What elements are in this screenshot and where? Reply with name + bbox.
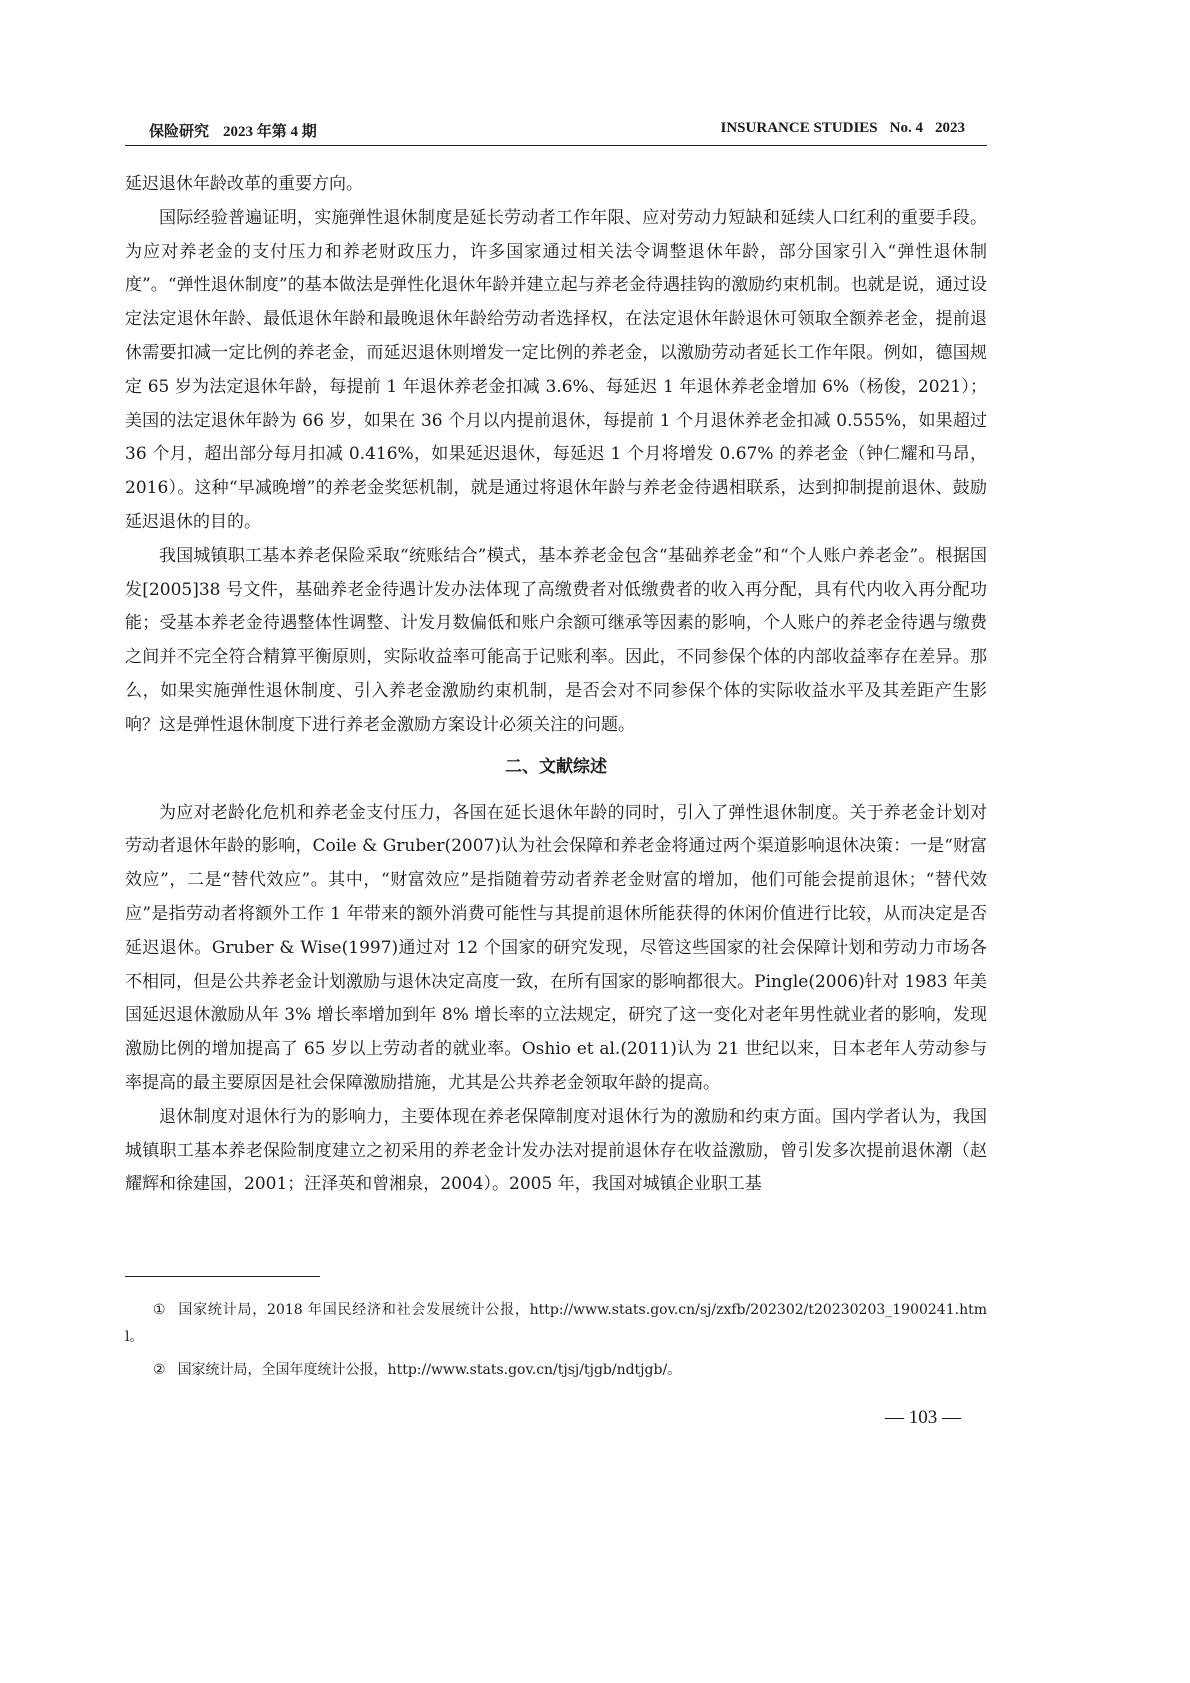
footnote-marker: ② [153, 1362, 166, 1378]
footnote-text: 国家统计局，2018 年国民经济和社会发展统计公报，http://www.stats.gov.cn/sj/zxfb/202302/t20230203_1900241.html。 [125, 1302, 987, 1345]
section-heading: 二、文献综述 [505, 756, 607, 777]
journal-name-en: INSURANCE STUDIES [720, 120, 878, 136]
issue-cn: 2023 年第 4 期 [223, 124, 317, 140]
paragraph: 国际经验普遍证明，实施弹性退休制度是延长劳动者工作年限、应对劳动力短缺和延续人口红利的重要手段。为应对养老金的支付压力和养老财政压力，许多国家通过相关法令调整退休年龄，部分国家引入“弹性退休制度”。“弹性退休制度”的基本做法是弹性化退休年龄并建立起与养老金待遇挂钩的激励约束机制。也就是说，通过设定法定退休年龄、最低退休年龄和最晚退休年龄给劳动者选择权，在法定退休年龄退休可领取全额养老金，提前退休需要扣减一定比例的养老金，而延迟退休则增发一定比例的养老金，以激励劳动者延长工作年限。例如，德国规定 65 岁为法定退休年龄，每提前 1 年退休养老金扣减 3.6%、每延迟 1 年退休养老金增加 6%（杨俊，2021）；美国的法定退休年龄为 66 岁，如果在 36 个月以内提前退休，每提前 1 个月退休养老金扣减 0.555%，如果超过 36 个月，超出部分每月扣减 0.416%，如果延迟退休，每延迟 1 个月将增发 0.67% 的养老金（钟仁耀和马昂，2016）。这种“早减晚增”的养老金奖惩机制，就是通过将退休年龄与养老金待遇相联系，达到抑制提前退休、鼓励延迟退休的目的。 [125, 207, 987, 532]
footnote-marker: ① [153, 1302, 167, 1318]
paragraph: 我国城镇职工基本养老保险采取“统账结合”模式，基本养老金包含“基础养老金”和“个人账户养老金”。根据国发[2005]38 号文件，基础养老金待遇计发办法体现了高缴费者对低缴费者的收入再分配，具有代内收入再分配功能；受基本养老金待遇整体性调整、计发月数偏低和账户余额可继承等因素的影响，个人账户的养老金待遇与缴费之间并不完全符合精算平衡原则，实际收益率可能高于记账利率。因此，不同参保个体的内部收益率存在差异。那么，如果实施弹性退休制度、引入养老金激励约束机制，是否会对不同参保个体的实际收益水平及其差距产生影响？这是弹性退休制度下进行养老金激励方案设计必须关注的问题。 [125, 545, 987, 735]
footnotes [125, 1297, 987, 1390]
issue-number-en: No. 4 [889, 120, 923, 136]
running-header [125, 117, 987, 146]
paragraph: 退休制度对退休行为的影响力，主要体现在养老保障制度对退休行为的激励和约束方面。国内学者认为，我国城镇职工基本养老保险制度建立之初采用的养老金计发办法对提前退休存在收益激励，曾引发多次提前退休潮（赵耀辉和徐建国，2001；汪泽英和曾湘泉，2004）。2005 年，我国对城镇企业职工基 [125, 1106, 987, 1195]
paragraph: 为应对老龄化危机和养老金支付压力，各国在延长退休年龄的同时，引入了弹性退休制度。关于养老金计划对劳动者退休年龄的影响，Coile & Gruber(2007)认为社会保障和养老金将通过两个渠道影响退休决策：一是“财富效应”，二是“替代效应”。其中，“财富效应”是指随着劳动者养老金财富的增加，他们可能会提前退休；“替代效应”是指劳动者将额外工作 1 年带来的额外消费可能性与其提前退休所能获得的休闲价值进行比较，从而决定是否延迟退休。Gruber & Wise(1997)通过对 12 个国家的研究发现，尽管这些国家的社会保障计划和劳动力市场各不相同，但是公共养老金计划激励与退休决定高度一致，在所有国家的影响都很大。Pingle(2006)针对 1983 年美国延迟退休激励从年 3% 增长率增加到年 8% 增长率的立法规定，研究了这一变化对老年男性就业者的影响，发现激励比例的增加提高了 65 岁以上劳动者的就业率。Oshio et al.(2011)认为 21 世纪以来，日本老年人劳动参与率提高的最主要原因是社会保障激励措施，尤其是公共养老金领取年龄的提高。 [125, 802, 987, 1093]
footnote-text: 国家统计局，全国年度统计公报，http://www.stats.gov.cn/tjsj/tjgb/ndtjgb/。 [177, 1362, 682, 1378]
footnote-rule [125, 1276, 320, 1277]
journal-name-cn: 保险研究 [149, 124, 210, 140]
header-right [721, 120, 965, 137]
footnote-2 [125, 1357, 987, 1384]
issue-year-en: 2023 [935, 120, 965, 136]
footnote-1 [125, 1297, 987, 1351]
page-number: — 103 — [885, 1407, 961, 1428]
paragraph-continued: 延迟退休年龄改革的重要方向。 [125, 174, 363, 194]
article-body [125, 168, 987, 1202]
header-left [149, 120, 317, 141]
